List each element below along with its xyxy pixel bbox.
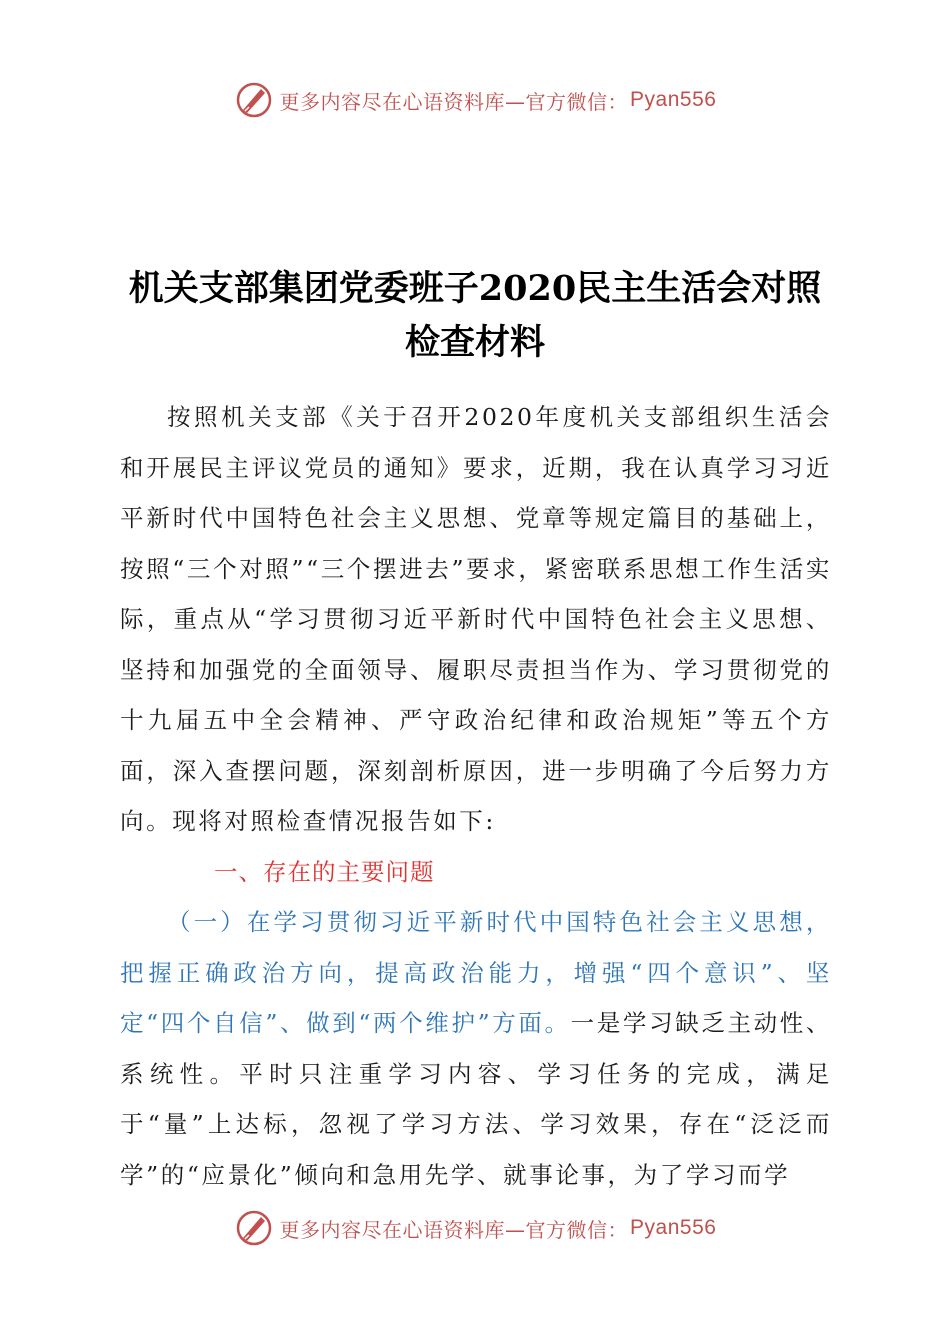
document-body — [120, 392, 832, 1200]
wechat-id: Pyan556 — [630, 88, 717, 111]
section-heading: 一、存在的主要问题 — [214, 857, 435, 886]
watermark-text: 更多内容尽在心语资料库—官方微信： — [279, 89, 629, 114]
wechat-id: Pyan556 — [630, 1216, 717, 1239]
subsection-text: 一是学习缺乏主动性、系统性。平时只注重学习内容、学习任务的完成，满足于“量”上达标，忽视了学习方法、学习效果，存在“泛泛而学”的“应景化”倾向和急用先学、就事论事，为了学习而学 — [120, 1009, 832, 1189]
subsection-paragraph — [120, 897, 832, 1200]
title-line-2: 检查材料 — [404, 322, 545, 363]
watermark-header — [0, 80, 950, 120]
document-title — [60, 262, 890, 370]
watermark-text: 更多内容尽在心语资料库—官方微信： — [279, 1217, 629, 1242]
intro-paragraph: 按照机关支部《关于召开2020年度机关支部组织生活会和开展民主评议党员的通知》要求，近期，我在认真学习习近平新时代中国特色社会主义思想、党章等规定篇目的基础上，按照“三个对照”“三个摆进去”要求，紧密联系思想工作生活实际，重点从“学习贯彻习近平新时代中国特色社会主义思想、坚持和加强党的全面领导、履职尽责担当作为、学习贯彻党的十九届五中全会精神、严守政治纪律和政治规矩”等五个方面，深入查摆问题，深刻剖析原因，进一步明确了今后努力方向。现将对照检查情况报告如下: — [120, 403, 832, 835]
quill-logo-icon — [234, 80, 274, 120]
subsection-heading: （一）在学习贯彻习近平新时代中国特色社会主义思想，把握正确政治方向，提高政治能力，增强“四个意识”、坚定“四个自信”、做到“两个维护”方面。 — [120, 908, 832, 1037]
watermark-footer — [0, 1208, 950, 1248]
quill-logo-icon — [234, 1208, 274, 1248]
title-line-1: 机关支部集团党委班子2020民主生活会对照 — [128, 268, 822, 309]
